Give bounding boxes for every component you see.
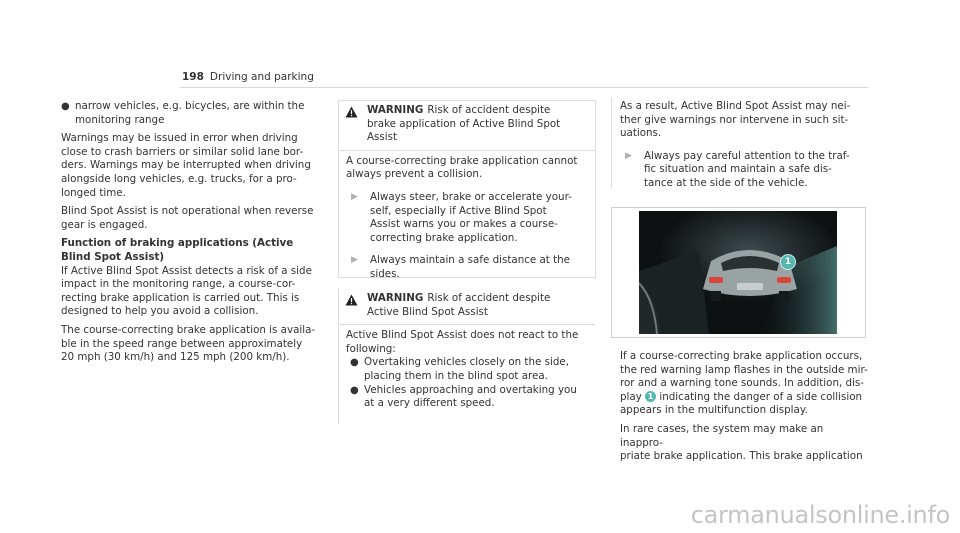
step-text: Always steer, brake or accelerate your- self, especially if Active Blind Spot Assist warns you or makes a course- correcting brake application.	[370, 190, 572, 244]
callout-1-icon: 1	[780, 254, 796, 270]
warning-intro: Active Blind Spot Assist does not react to the following:	[346, 329, 579, 355]
list-item	[346, 356, 589, 383]
warning-title: Risk of accident despite Active Blind Spot Assist	[367, 292, 551, 318]
paragraph: Warnings may be issued in error when driving close to crash barriers or similar solid lane bor- ders. Warnings may be interrupted when driving alongside long vehicles, e.g. trucks, for a pro- longed time.	[61, 132, 311, 199]
warning-divider	[339, 150, 595, 151]
rear-view-scene	[639, 211, 837, 334]
section-heading: Function of braking applications (Active Blind Spot Assist)	[61, 237, 294, 263]
paragraph: The course-correcting brake application is availa- ble in the speed range between approximately 20 mph (30 km/h) and 125 mph (200 km/h).	[61, 323, 316, 364]
arrow-right-icon: ▶	[351, 191, 358, 202]
list-item	[346, 384, 589, 411]
arrow-right-icon: ▶	[625, 150, 632, 161]
warning-intro: A course-correcting brake application cannot always prevent a collision.	[346, 154, 578, 181]
bullet-text: narrow vehicles, e.g. bicycles, are within the monitoring range	[75, 100, 305, 126]
warning-box-2	[338, 289, 595, 424]
paragraph: Blind Spot Assist is not operational when reverse gear is engaged.	[61, 205, 314, 231]
paragraph: If Active Blind Spot Assist detects a risk of a side impact in the monitoring range, a course-cor- recting brake application is carried out. This is designed to help you avoid a collision.	[61, 264, 312, 318]
bullet-icon: ●	[350, 357, 359, 369]
arrow-right-icon: ▶	[351, 255, 358, 266]
callout-1-icon: 1	[645, 391, 656, 402]
column-3-top	[620, 100, 866, 191]
warning-title: Risk of accident despite brake application of Active Blind Spot Assist	[367, 104, 561, 144]
column-3-bottom	[620, 350, 868, 464]
warning-triangle-icon	[339, 292, 367, 319]
warning-divider	[339, 324, 595, 325]
paragraph	[620, 350, 868, 418]
warning-label: WARNING	[367, 292, 424, 304]
section-title: Driving and parking	[209, 71, 314, 83]
warning-box-1	[338, 100, 596, 278]
bullet-icon: ●	[350, 384, 359, 396]
instruction-step	[620, 150, 866, 191]
warning-label: WARNING	[367, 104, 424, 116]
column-3-rule	[611, 98, 612, 188]
bullet-text: Vehicles approaching and overtaking you at a very different speed.	[364, 383, 577, 410]
paragraph: As a result, Active Blind Spot Assist may nei- ther give warnings nor intervene in such sit- uations.	[620, 100, 851, 140]
blind-spot-illustration	[611, 207, 866, 338]
warning-triangle-icon	[339, 104, 367, 145]
warning-header	[339, 101, 595, 145]
page-number: 198	[182, 71, 204, 83]
header-rule	[180, 87, 868, 88]
step-text: Always pay careful attention to the traf- fic situation and maintain a safe dis- tance at the side of the vehicle.	[644, 149, 850, 189]
step-text: Always maintain a safe distance at the sides.	[370, 254, 571, 280]
bullet-icon: ●	[61, 101, 70, 112]
page-header	[182, 71, 314, 83]
instruction-step	[346, 254, 589, 281]
instruction-step	[346, 191, 589, 245]
warning-header	[339, 289, 595, 319]
paragraph: In rare cases, the system may make an inappro- priate brake application. This brake application	[620, 422, 863, 463]
column-1	[61, 100, 329, 365]
paragraph-text: indicating the danger of a side collision appears in the multifunction display.	[620, 390, 863, 417]
paragraph-text: If a course-correcting brake application occurs, the red warning lamp flashes in the outside mir- ror and a warning tone sounds. In addition, dis- play	[620, 350, 868, 403]
watermark: carmanualsonline.info	[690, 501, 950, 529]
list-item	[61, 100, 329, 127]
bullet-text: Overtaking vehicles closely on the side, placing them in the blind spot area.	[364, 356, 569, 382]
